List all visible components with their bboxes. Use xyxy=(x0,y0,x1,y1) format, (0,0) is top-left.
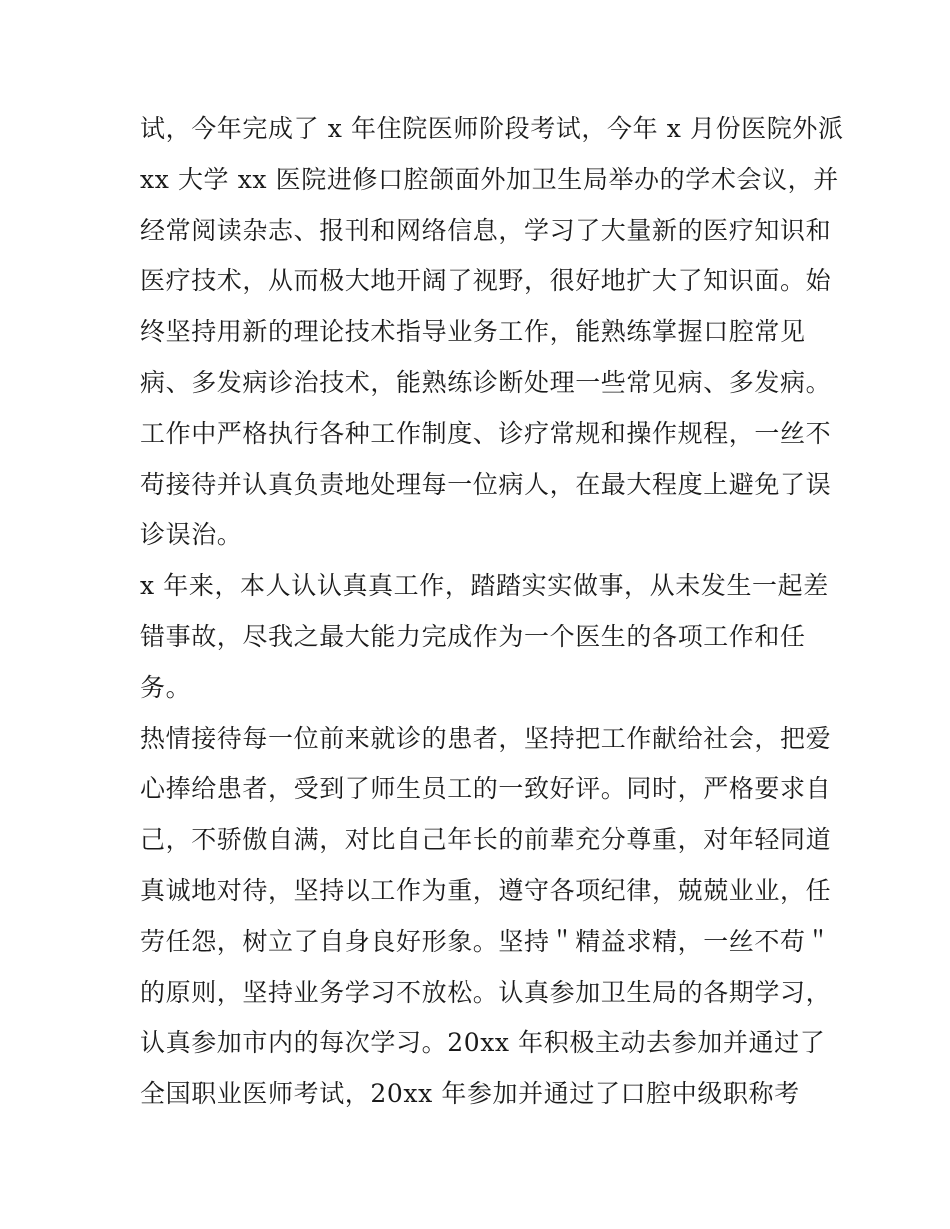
text-line: 诊误治。 xyxy=(140,520,243,550)
text-line: 终坚持用新的理论技术指导业务工作，能熟练掌握口腔常见 xyxy=(140,317,806,347)
text-line: 热情接待每一位前来就诊的患者，坚持把工作献给社会，把爱 xyxy=(140,723,832,753)
text-line: 认真参加市内的每次学习。20xx 年积极主动去参加并通过了 xyxy=(140,1028,826,1058)
text-line: 苟接待并认真负责地处理每一位病人，在最大程度上避免了误 xyxy=(140,469,832,499)
document-body-text xyxy=(140,104,844,1120)
text-line: 工作中严格执行各种工作制度、诊疗常规和操作规程，一丝不 xyxy=(140,418,832,448)
text-line: 的原则，坚持业务学习不放松。认真参加卫生局的各期学习， xyxy=(140,977,832,1007)
text-line: 经常阅读杂志、报刊和网络信息，学习了大量新的医疗知识和 xyxy=(140,215,832,245)
text-line: xx 大学 xx 医院进修口腔颌面外加卫生局举办的学术会议，并 xyxy=(140,164,839,194)
text-line: 心捧给患者，受到了师生员工的一致好评。同时，严格要求自 xyxy=(140,774,832,804)
text-line: 劳任怨，树立了自身良好形象。坚持＂精益求精，一丝不苟＂ xyxy=(140,926,832,956)
text-line: 己，不骄傲自满，对比自己年长的前辈充分尊重，对年轻同道 xyxy=(140,825,832,855)
text-line: 全国职业医师考试，20xx 年参加并通过了口腔中级职称考 xyxy=(140,1079,800,1109)
text-line: 病、多发病诊治技术，能熟练诊断处理一些常见病、多发病。 xyxy=(140,367,832,397)
text-line: 真诚地对待，坚持以工作为重，遵守各项纪律，兢兢业业，任 xyxy=(140,875,832,905)
text-line: 试，今年完成了 x 年住院医师阶段考试，今年 x 月份医院外派 xyxy=(140,114,844,143)
text-line: x 年来，本人认认真真工作，踏踏实实做事，从未发生一起差 xyxy=(140,571,829,601)
text-line: 错事故，尽我之最大能力完成作为一个医生的各项工作和任 xyxy=(140,621,806,651)
text-line: 务。 xyxy=(140,672,192,702)
text-line: 医疗技术，从而极大地开阔了视野，很好地扩大了知识面。始 xyxy=(140,266,832,296)
